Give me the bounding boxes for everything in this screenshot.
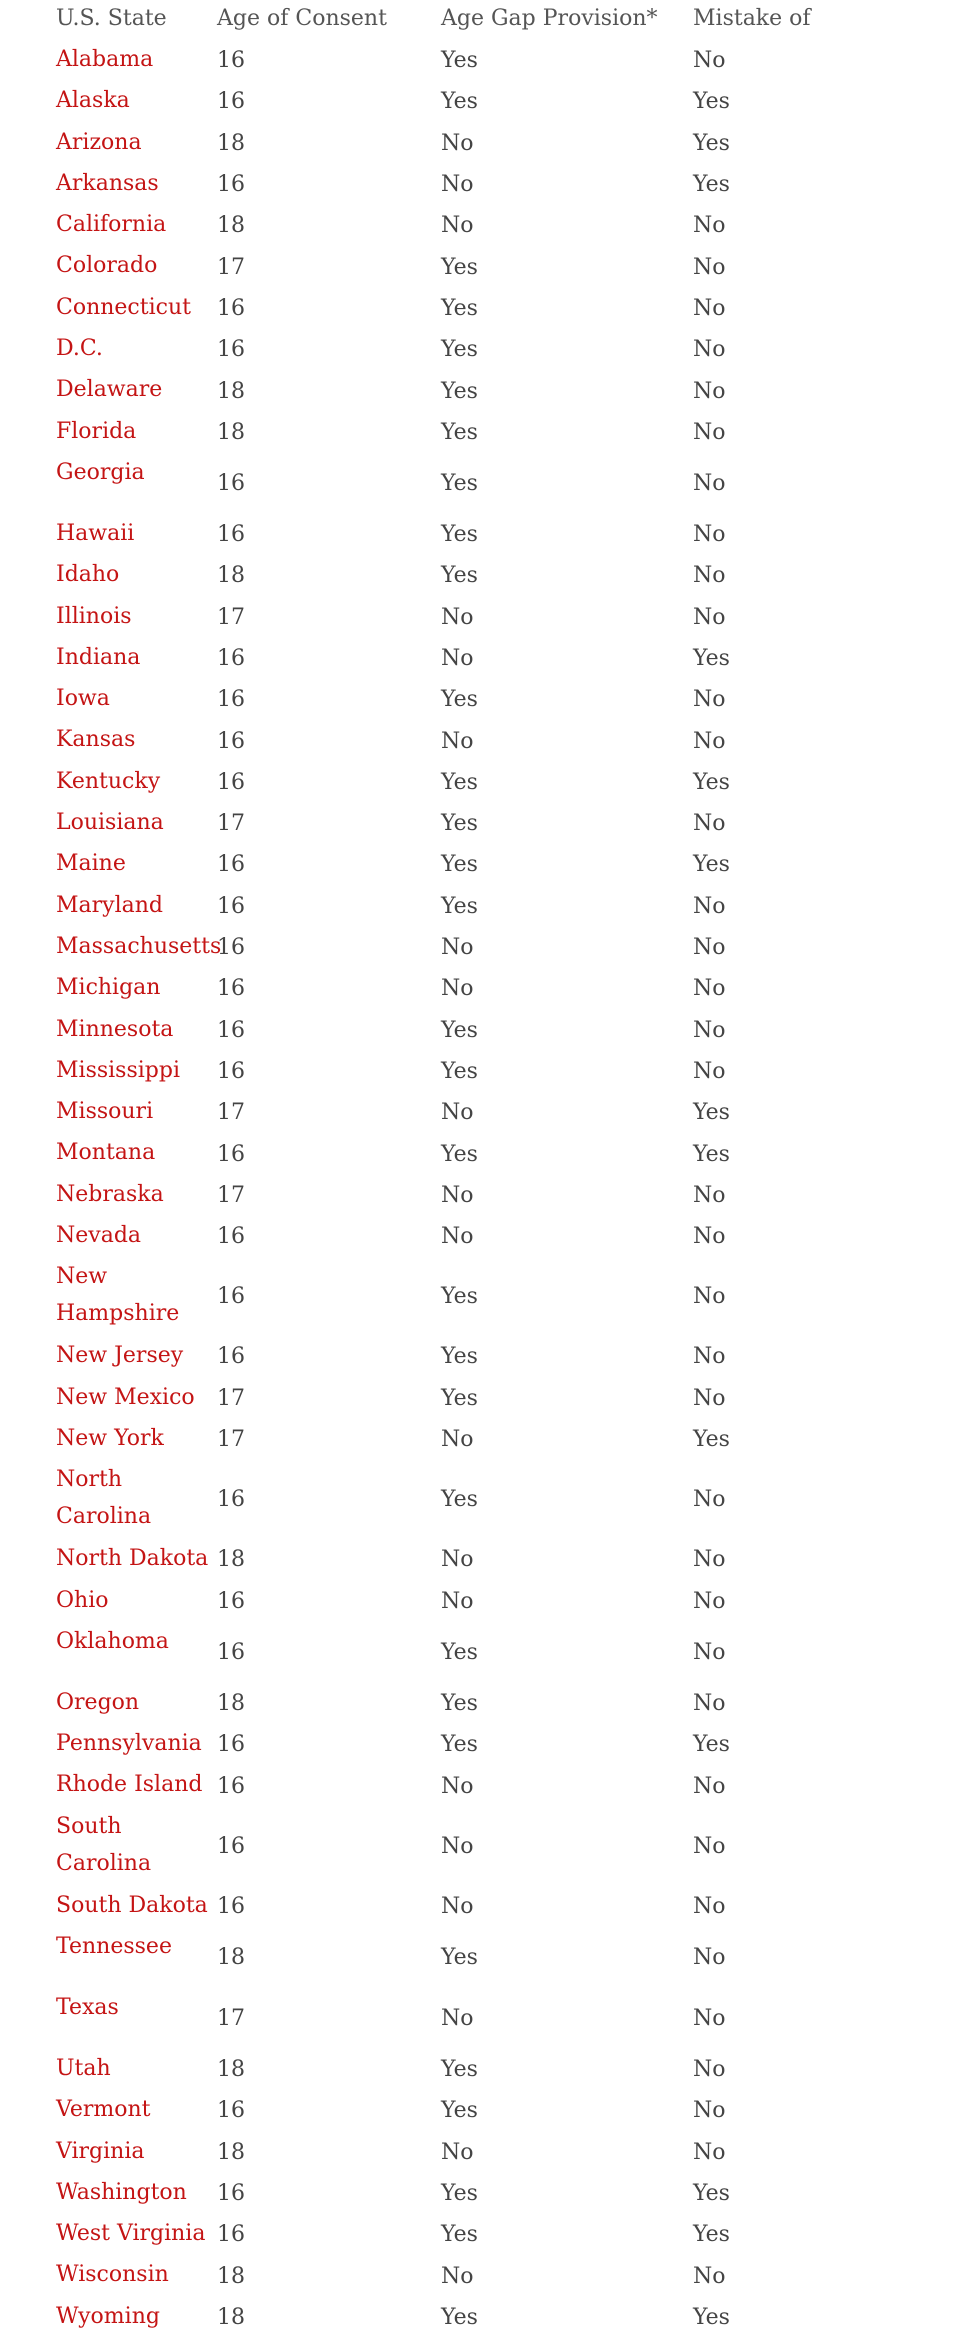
table-header [56,0,956,40]
age-gap-cell: Yes [441,563,478,589]
table-row [56,1807,956,1886]
mistake-of-age-cell: Yes [693,852,730,878]
state-link[interactable]: Nebraska [56,1181,164,1207]
table-row [56,2132,956,2173]
age-of-consent-cell: 18 [217,2057,245,2083]
header-age-of-consent: Age of Consent [217,6,387,31]
age-of-consent-cell: 16 [217,337,245,363]
age-of-consent-cell: 18 [217,2263,245,2289]
age-of-consent-cell: 16 [217,2098,245,2124]
age-of-consent-cell: 16 [217,646,245,671]
table-row [56,514,956,555]
age-gap-cell: No [441,2139,474,2165]
age-gap-cell: Yes [441,295,478,321]
table-row [56,1092,956,1133]
mistake-of-age-cell: No [693,1690,726,1716]
age-of-consent-cell: 16 [217,976,245,1002]
age-gap-cell: Yes [441,337,478,363]
age-of-consent-cell: 17 [217,811,245,837]
mistake-of-age-cell: No [693,976,726,1002]
age-gap-cell: Yes [441,2098,478,2124]
age-of-consent-cell: 17 [217,2005,245,2031]
age-gap-cell: Yes [441,2222,478,2248]
table-row [56,205,956,246]
state-link[interactable]: Kansas [56,727,136,753]
table-row [56,164,956,205]
mistake-of-age-cell: Yes [693,1141,730,1167]
state-link[interactable]: Alaska [56,88,130,114]
state-link[interactable]: Tennessee [56,1933,172,1959]
mistake-of-age-cell: Yes [693,130,730,156]
table-row [56,803,956,844]
age-of-consent-cell: 16 [217,1284,245,1310]
age-of-consent-cell: 18 [217,1944,245,1970]
state-link[interactable]: Alabama [56,47,154,72]
age-gap-cell: Yes [441,522,478,548]
table-row [56,1133,956,1174]
table-row [56,720,956,761]
age-gap-cell: Yes [441,1639,478,1665]
age-gap-cell: No [441,604,474,630]
age-gap-cell: No [441,976,474,1002]
state-link[interactable]: New York [56,1425,164,1451]
age-of-consent-cell: 16 [217,893,245,919]
age-of-consent-cell: 16 [217,1344,245,1370]
mistake-of-age-cell: No [693,935,726,961]
state-link[interactable]: Virginia [56,2138,145,2164]
state-link[interactable]: Louisiana [56,810,164,836]
age-gap-cell: Yes [441,89,478,115]
mistake-of-age-cell: Yes [693,769,730,795]
table-row [56,1724,956,1765]
age-gap-cell: Yes [441,852,478,878]
state-link[interactable]: Nevada [56,1223,142,1249]
state-link[interactable]: Texas [56,1994,119,2020]
age-of-consent-cell: 16 [217,1224,245,1250]
table-row [56,1051,956,1092]
table-row [56,40,956,81]
age-gap-cell: Yes [441,1690,478,1716]
mistake-of-age-cell: No [693,1385,726,1411]
mistake-of-age-cell: No [693,1058,726,1084]
mistake-of-age-cell: No [693,1487,726,1513]
table-row [56,597,956,638]
mistake-of-age-cell: No [693,563,726,589]
age-of-consent-cell: 16 [217,522,245,548]
age-of-consent-cell: 16 [217,1639,245,1665]
table-row [56,2173,956,2214]
table-row [56,1765,956,1806]
state-link[interactable]: New Hampshire [56,1264,180,1327]
header-mistake-of: Mistake of [693,6,811,31]
state-link[interactable]: Connecticut [56,294,191,320]
table-row [56,1378,956,1419]
age-of-consent-cell: 17 [217,1100,245,1126]
mistake-of-age-cell: No [693,2057,726,2083]
table-body [56,40,956,2338]
table-row [56,370,956,411]
age-of-consent-cell: 17 [217,1182,245,1208]
state-link[interactable]: Arizona [56,129,142,155]
mistake-of-age-cell: No [693,378,726,404]
mistake-of-age-cell: No [693,893,726,919]
age-of-consent-cell: 18 [217,213,245,239]
state-link[interactable]: Hawaii [56,520,135,546]
table-row [56,123,956,164]
state-link[interactable]: Oklahoma [56,1628,169,1654]
table-row [56,1460,956,1539]
age-gap-cell: Yes [441,254,478,280]
age-of-consent-cell: 16 [217,2181,245,2207]
mistake-of-age-cell: No [693,522,726,548]
age-gap-cell: Yes [441,2057,478,2083]
state-link[interactable]: Wyoming [56,2303,160,2329]
age-of-consent-cell: 18 [217,130,245,156]
mistake-of-age-cell: No [693,1833,726,1859]
age-of-consent-cell: 16 [217,687,245,713]
state-link[interactable]: Vermont [56,2097,151,2123]
age-gap-cell: Yes [441,1058,478,1084]
age-gap-cell: Yes [441,811,478,837]
mistake-of-age-cell: No [693,2098,726,2124]
table-row [56,1622,956,1683]
mistake-of-age-cell: No [693,1224,726,1250]
age-gap-cell: No [441,2263,474,2289]
age-of-consent-cell: 16 [217,1058,245,1084]
table-row [56,453,956,514]
age-gap-cell: Yes [441,1944,478,1970]
table-row [56,412,956,453]
age-gap-cell: Yes [441,893,478,919]
table-row [56,81,956,122]
age-gap-cell: No [441,1833,474,1859]
age-gap-cell: Yes [441,1344,478,1370]
age-of-consent-cell: 16 [217,852,245,878]
age-gap-cell: No [441,646,474,671]
state-link[interactable]: New Jersey [56,1343,184,1369]
table-row [56,1581,956,1622]
mistake-of-age-cell: No [693,1182,726,1208]
state-link[interactable]: California [56,212,167,238]
header-state: U.S. State [56,6,167,31]
state-link[interactable]: Idaho [56,562,120,588]
table-row [56,288,956,329]
table-row [56,1539,956,1580]
table-row [56,2090,956,2131]
age-gap-cell: No [441,1427,474,1453]
state-link[interactable]: North Dakota [56,1546,209,1572]
table-row [56,968,956,1009]
age-of-consent-cell: 18 [217,419,245,445]
mistake-of-age-cell: Yes [693,2304,730,2330]
age-gap-cell: No [441,1182,474,1208]
state-link[interactable]: Arkansas [56,170,159,196]
table-row [56,1336,956,1377]
table-row [56,679,956,720]
state-link[interactable]: Wisconsin [56,2262,169,2288]
mistake-of-age-cell: No [693,2263,726,2289]
state-link[interactable]: Minnesota [56,1016,174,1042]
table-row [56,2214,956,2255]
age-of-consent-cell: 18 [217,1690,245,1716]
state-link[interactable]: Maine [56,851,126,877]
mistake-of-age-cell: No [693,2005,726,2031]
mistake-of-age-cell: Yes [693,2181,730,2207]
header-row [56,0,956,40]
age-gap-cell: Yes [441,1732,478,1758]
age-of-consent-cell: 16 [217,769,245,795]
mistake-of-age-cell: No [693,1588,726,1614]
table-row [56,555,956,596]
age-of-consent-cell: 17 [217,254,245,280]
table-row [56,2049,956,2090]
age-of-consent-cell: 16 [217,295,245,321]
age-gap-cell: Yes [441,1284,478,1310]
mistake-of-age-cell: Yes [693,89,730,115]
mistake-of-age-cell: Yes [693,1427,730,1453]
age-of-consent-cell: 16 [217,1141,245,1167]
mistake-of-age-cell: No [693,1639,726,1665]
state-link[interactable]: D.C. [56,336,103,362]
state-link[interactable]: Maryland [56,892,163,918]
age-gap-cell: No [441,213,474,239]
mistake-of-age-cell: No [693,1344,726,1370]
mistake-of-age-cell: No [693,1017,726,1043]
state-link[interactable]: Delaware [56,377,163,403]
mistake-of-age-cell: No [693,2139,726,2165]
age-gap-cell: No [441,1547,474,1573]
state-link[interactable]: Utah [56,2055,111,2081]
age-of-consent-cell: 16 [217,1588,245,1614]
age-gap-cell: No [441,130,474,156]
age-gap-cell: No [441,1893,474,1919]
age-of-consent-cell: 16 [217,1017,245,1043]
age-gap-cell: No [441,1773,474,1799]
table-row [56,1419,956,1460]
state-link[interactable]: Ohio [56,1587,109,1613]
mistake-of-age-cell: No [693,419,726,445]
table-row [56,246,956,287]
mistake-of-age-cell: No [693,1893,726,1919]
age-of-consent-cell: 18 [217,2139,245,2165]
age-of-consent-cell: 17 [217,1385,245,1411]
table-row [56,762,956,803]
age-of-consent-cell: 18 [217,2304,245,2330]
age-of-consent-cell: 16 [217,1773,245,1799]
table-row [56,844,956,885]
age-gap-cell: Yes [441,470,478,496]
mistake-of-age-cell: No [693,337,726,363]
state-link[interactable]: Michigan [56,975,161,1001]
age-gap-cell: Yes [441,1487,478,1513]
age-gap-cell: No [441,2005,474,2031]
age-of-consent-cell: 16 [217,470,245,496]
table-row [56,886,956,927]
age-gap-cell: No [441,728,474,754]
state-link[interactable]: West Virginia [56,2221,206,2247]
age-of-consent-cell: 17 [217,604,245,630]
age-of-consent-cell: 17 [217,1427,245,1453]
state-link[interactable]: Missouri [56,1099,154,1125]
mistake-of-age-cell: Yes [693,2222,730,2248]
age-gap-cell: Yes [441,1017,478,1043]
mistake-of-age-cell: No [693,295,726,321]
age-gap-cell: Yes [441,48,478,74]
state-link[interactable]: South Dakota [56,1892,208,1918]
state-link[interactable]: Florida [56,418,137,444]
table-row [56,927,956,968]
state-link[interactable]: Indiana [56,644,141,670]
age-of-consent-cell: 16 [217,1732,245,1758]
mistake-of-age-cell: No [693,1773,726,1799]
age-of-consent-cell: 18 [217,378,245,404]
age-of-consent-cell: 16 [217,1487,245,1513]
age-gap-cell: Yes [441,687,478,713]
table-container [56,0,811,2338]
table-row [56,1988,956,2049]
mistake-of-age-cell: Yes [693,1732,730,1758]
state-link[interactable]: Washington [56,2179,187,2205]
age-of-consent-cell: 16 [217,1833,245,1859]
age-gap-cell: No [441,1100,474,1126]
table-row [56,1010,956,1051]
state-link[interactable]: Mississippi [56,1057,180,1083]
age-gap-cell: Yes [441,378,478,404]
mistake-of-age-cell: No [693,254,726,280]
mistake-of-age-cell: Yes [693,172,730,198]
age-gap-cell: No [441,1588,474,1614]
age-of-consent-cell: 16 [217,172,245,198]
age-gap-cell: Yes [441,2304,478,2330]
state-link[interactable]: North Carolina [56,1467,152,1530]
mistake-of-age-cell: No [693,213,726,239]
mistake-of-age-cell: No [693,811,726,837]
state-link[interactable]: Kentucky [56,768,161,794]
state-link[interactable]: South Carolina [56,1813,152,1876]
mistake-of-age-cell: Yes [693,1100,730,1126]
mistake-of-age-cell: Yes [693,646,730,671]
age-gap-cell: No [441,1224,474,1250]
age-of-consent-table [56,0,956,2338]
age-gap-cell: Yes [441,769,478,795]
table-row [56,1927,956,1988]
mistake-of-age-cell: No [693,48,726,74]
age-of-consent-cell: 16 [217,728,245,754]
mistake-of-age-cell: No [693,728,726,754]
state-link[interactable]: Illinois [56,603,132,629]
table-row [56,1216,956,1257]
table-row [56,329,956,370]
mistake-of-age-cell: No [693,1944,726,1970]
state-link[interactable]: Georgia [56,459,145,485]
state-link[interactable]: Rhode Island [56,1772,203,1798]
mistake-of-age-cell: No [693,604,726,630]
age-of-consent-cell: 16 [217,935,245,961]
age-of-consent-cell: 16 [217,48,245,74]
age-of-consent-cell: 16 [217,89,245,115]
age-of-consent-cell: 18 [217,1547,245,1573]
mistake-of-age-cell: No [693,1284,726,1310]
age-gap-cell: Yes [441,419,478,445]
state-link[interactable]: Montana [56,1140,156,1166]
age-gap-cell: No [441,172,474,198]
mistake-of-age-cell: No [693,470,726,496]
table-row [56,1886,956,1927]
state-link[interactable]: Massachusetts [56,933,222,959]
table-row [56,1175,956,1216]
state-link[interactable]: Pennsylvania [56,1731,202,1757]
table-row [56,1683,956,1724]
mistake-of-age-cell: No [693,1547,726,1573]
age-of-consent-cell: 16 [217,2222,245,2248]
table-row [56,1257,956,1336]
age-gap-cell: No [441,935,474,961]
state-link[interactable]: Oregon [56,1689,140,1715]
age-of-consent-cell: 16 [217,1893,245,1919]
mistake-of-age-cell: No [693,687,726,713]
state-link[interactable]: Iowa [56,686,110,712]
state-link[interactable]: New Mexico [56,1384,195,1410]
table-row [56,638,956,679]
age-of-consent-cell: 18 [217,563,245,589]
header-age-gap-provision: Age Gap Provision* [441,6,658,31]
age-gap-cell: Yes [441,1385,478,1411]
table-row [56,2297,956,2338]
age-gap-cell: Yes [441,1141,478,1167]
state-link[interactable]: Colorado [56,253,158,279]
age-gap-cell: Yes [441,2181,478,2207]
table-row [56,2255,956,2296]
